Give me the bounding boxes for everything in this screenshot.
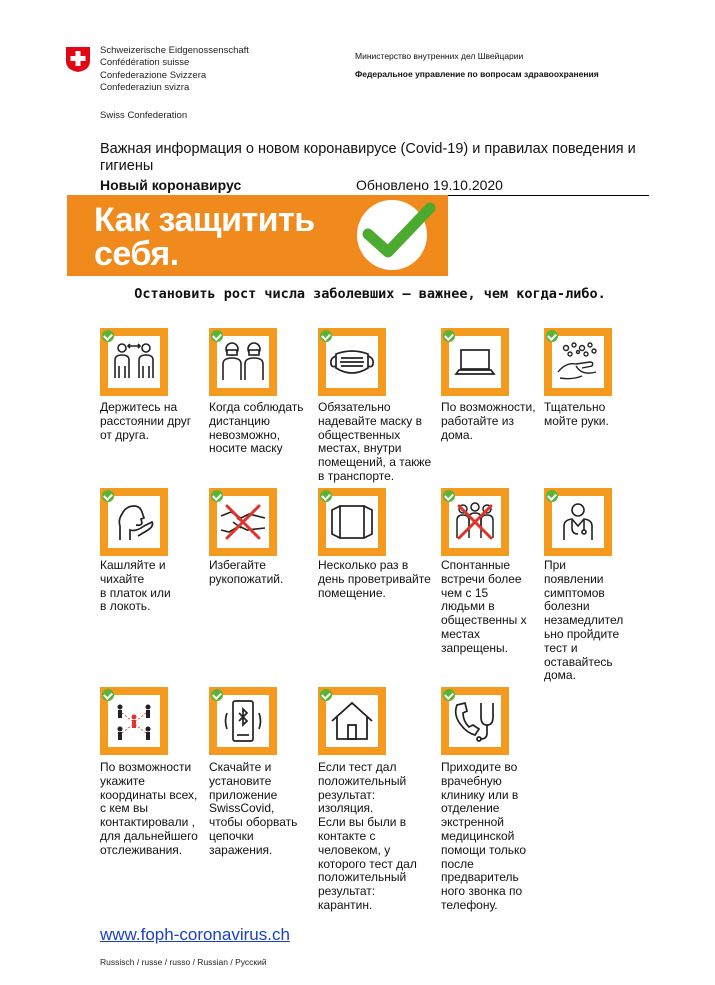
caption-handwash: Тщательно мойте руки.	[544, 400, 609, 428]
tile-contact-tracing	[100, 687, 168, 755]
check-badge-icon	[211, 330, 223, 342]
check-badge-icon	[211, 689, 223, 701]
tile-call-doctor	[441, 687, 509, 755]
tile-cough	[100, 488, 168, 556]
call-doctor-icon	[449, 695, 501, 747]
slogan: Остановить рост числа заболевших — важнее, чем когда-либо.	[134, 286, 606, 302]
confederation-names	[100, 45, 249, 94]
banner-line-2: себя.	[94, 235, 179, 273]
caption-call-doctor: Приходите во врачебную клинику или в отделение экстренной медицинской помощи только после предваритель ного звонка по телефону.	[441, 760, 527, 912]
check-icon	[360, 198, 436, 264]
tile-no-handshake	[209, 488, 277, 556]
office-name: Федеральное управление по вопросам здравоохранения	[355, 69, 599, 79]
check-badge-icon	[211, 490, 223, 502]
conf-name-it: Confederazione Svizzera	[100, 69, 207, 81]
language-label: Russisch / russe / russo / Russian / Русский	[100, 957, 267, 967]
tile-no-gathering	[441, 488, 509, 556]
page-title: Важная информация о новом коронавирусе (Covid-19) и правилах поведения и гигиены	[100, 141, 636, 174]
caption-symptoms: При появлении симптомов болезни незамедлител ьно пройдите тест и оставайтесь дома.	[544, 558, 624, 683]
tile-ventilate	[318, 488, 386, 556]
tile-mask-people	[209, 328, 277, 396]
no-gathering-icon	[449, 496, 501, 548]
tile-symptoms	[544, 488, 612, 556]
caption-no-handshake: Избегайте рукопожатий.	[209, 558, 284, 586]
check-badge-icon	[443, 490, 455, 502]
caption-mask: Обязательно надевайте маску в общественных местах, внутри помещений, а также в транспорте.	[318, 400, 432, 483]
office-block	[355, 47, 599, 83]
caption-no-gathering: Спонтанные встречи более чем с 15 людьми в общественны х местах запрещены.	[441, 558, 527, 655]
home-isolation-icon	[326, 695, 378, 747]
no-handshake-icon	[217, 496, 269, 548]
caption-distance: Держитесь на расстоянии друг от друга.	[100, 400, 192, 442]
caption-ventilate: Несколько раз в день проветривайте помещение.	[318, 558, 431, 600]
conf-name-de: Schweizerische Eidgenossenschaft	[100, 45, 249, 56]
ventilate-icon	[326, 496, 378, 548]
swiss-flag-icon	[64, 45, 92, 73]
conf-name-rm: Confederaziun svizra	[100, 81, 190, 93]
mask-people-icon	[217, 336, 269, 388]
handwash-icon	[552, 336, 604, 388]
check-badge-icon	[443, 330, 455, 342]
topic-label: Новый коронавирус	[100, 177, 242, 193]
check-badge-icon	[320, 490, 332, 502]
caption-laptop: По возможности, работайте из дома.	[441, 400, 536, 442]
caption-home-isolation: Если тест дал положительный результат: изоляция. Если вы были в контакте с человеком, у которого тест дал положительный результат: карантин.	[318, 760, 417, 912]
caption-phone-app: Скачайте и установите приложение SwissCovid, чтобы оборвать цепочки заражения.	[209, 760, 298, 857]
swiss-confederation-label: Swiss Confederation	[100, 110, 188, 121]
caption-contact-tracing: По возможности укажите координаты всех, с кем вы контактировали , для дальнейшего отслеживания.	[100, 760, 198, 857]
tile-handwash	[544, 328, 612, 396]
tile-distance	[100, 328, 168, 396]
conf-name-fr: Confédération suisse	[100, 57, 190, 69]
check-badge-icon	[320, 330, 332, 342]
check-badge-icon	[546, 330, 558, 342]
tile-phone-app	[209, 687, 277, 755]
distance-icon	[108, 336, 160, 388]
updated-date: Обновлено 19.10.2020	[356, 177, 503, 193]
check-badge-icon	[102, 689, 114, 701]
banner-line-1: Как защитить	[94, 201, 315, 239]
cough-icon	[108, 496, 160, 548]
laptop-icon	[449, 336, 501, 388]
tile-home-isolation	[318, 687, 386, 755]
mask-icon	[326, 336, 378, 388]
check-badge-icon	[102, 330, 114, 342]
tile-laptop	[441, 328, 509, 396]
check-badge-icon	[102, 490, 114, 502]
website-link[interactable]: www.foph-coronavirus.ch	[100, 925, 290, 944]
symptoms-icon	[552, 496, 604, 548]
phone-app-icon	[217, 695, 269, 747]
banner-title	[94, 203, 364, 271]
check-badge-icon	[546, 490, 558, 502]
caption-mask-people: Когда соблюдать дистанцию невозможно, носите маску	[209, 400, 304, 456]
caption-cough: Кашляйте и чихайте в платок или в локоть.	[100, 558, 171, 614]
tile-mask	[318, 328, 386, 396]
ministry-name: Министерство внутренних дел Швейцарии	[355, 51, 524, 61]
contact-tracing-icon	[108, 695, 160, 747]
check-badge-icon	[443, 689, 455, 701]
check-badge-icon	[320, 689, 332, 701]
